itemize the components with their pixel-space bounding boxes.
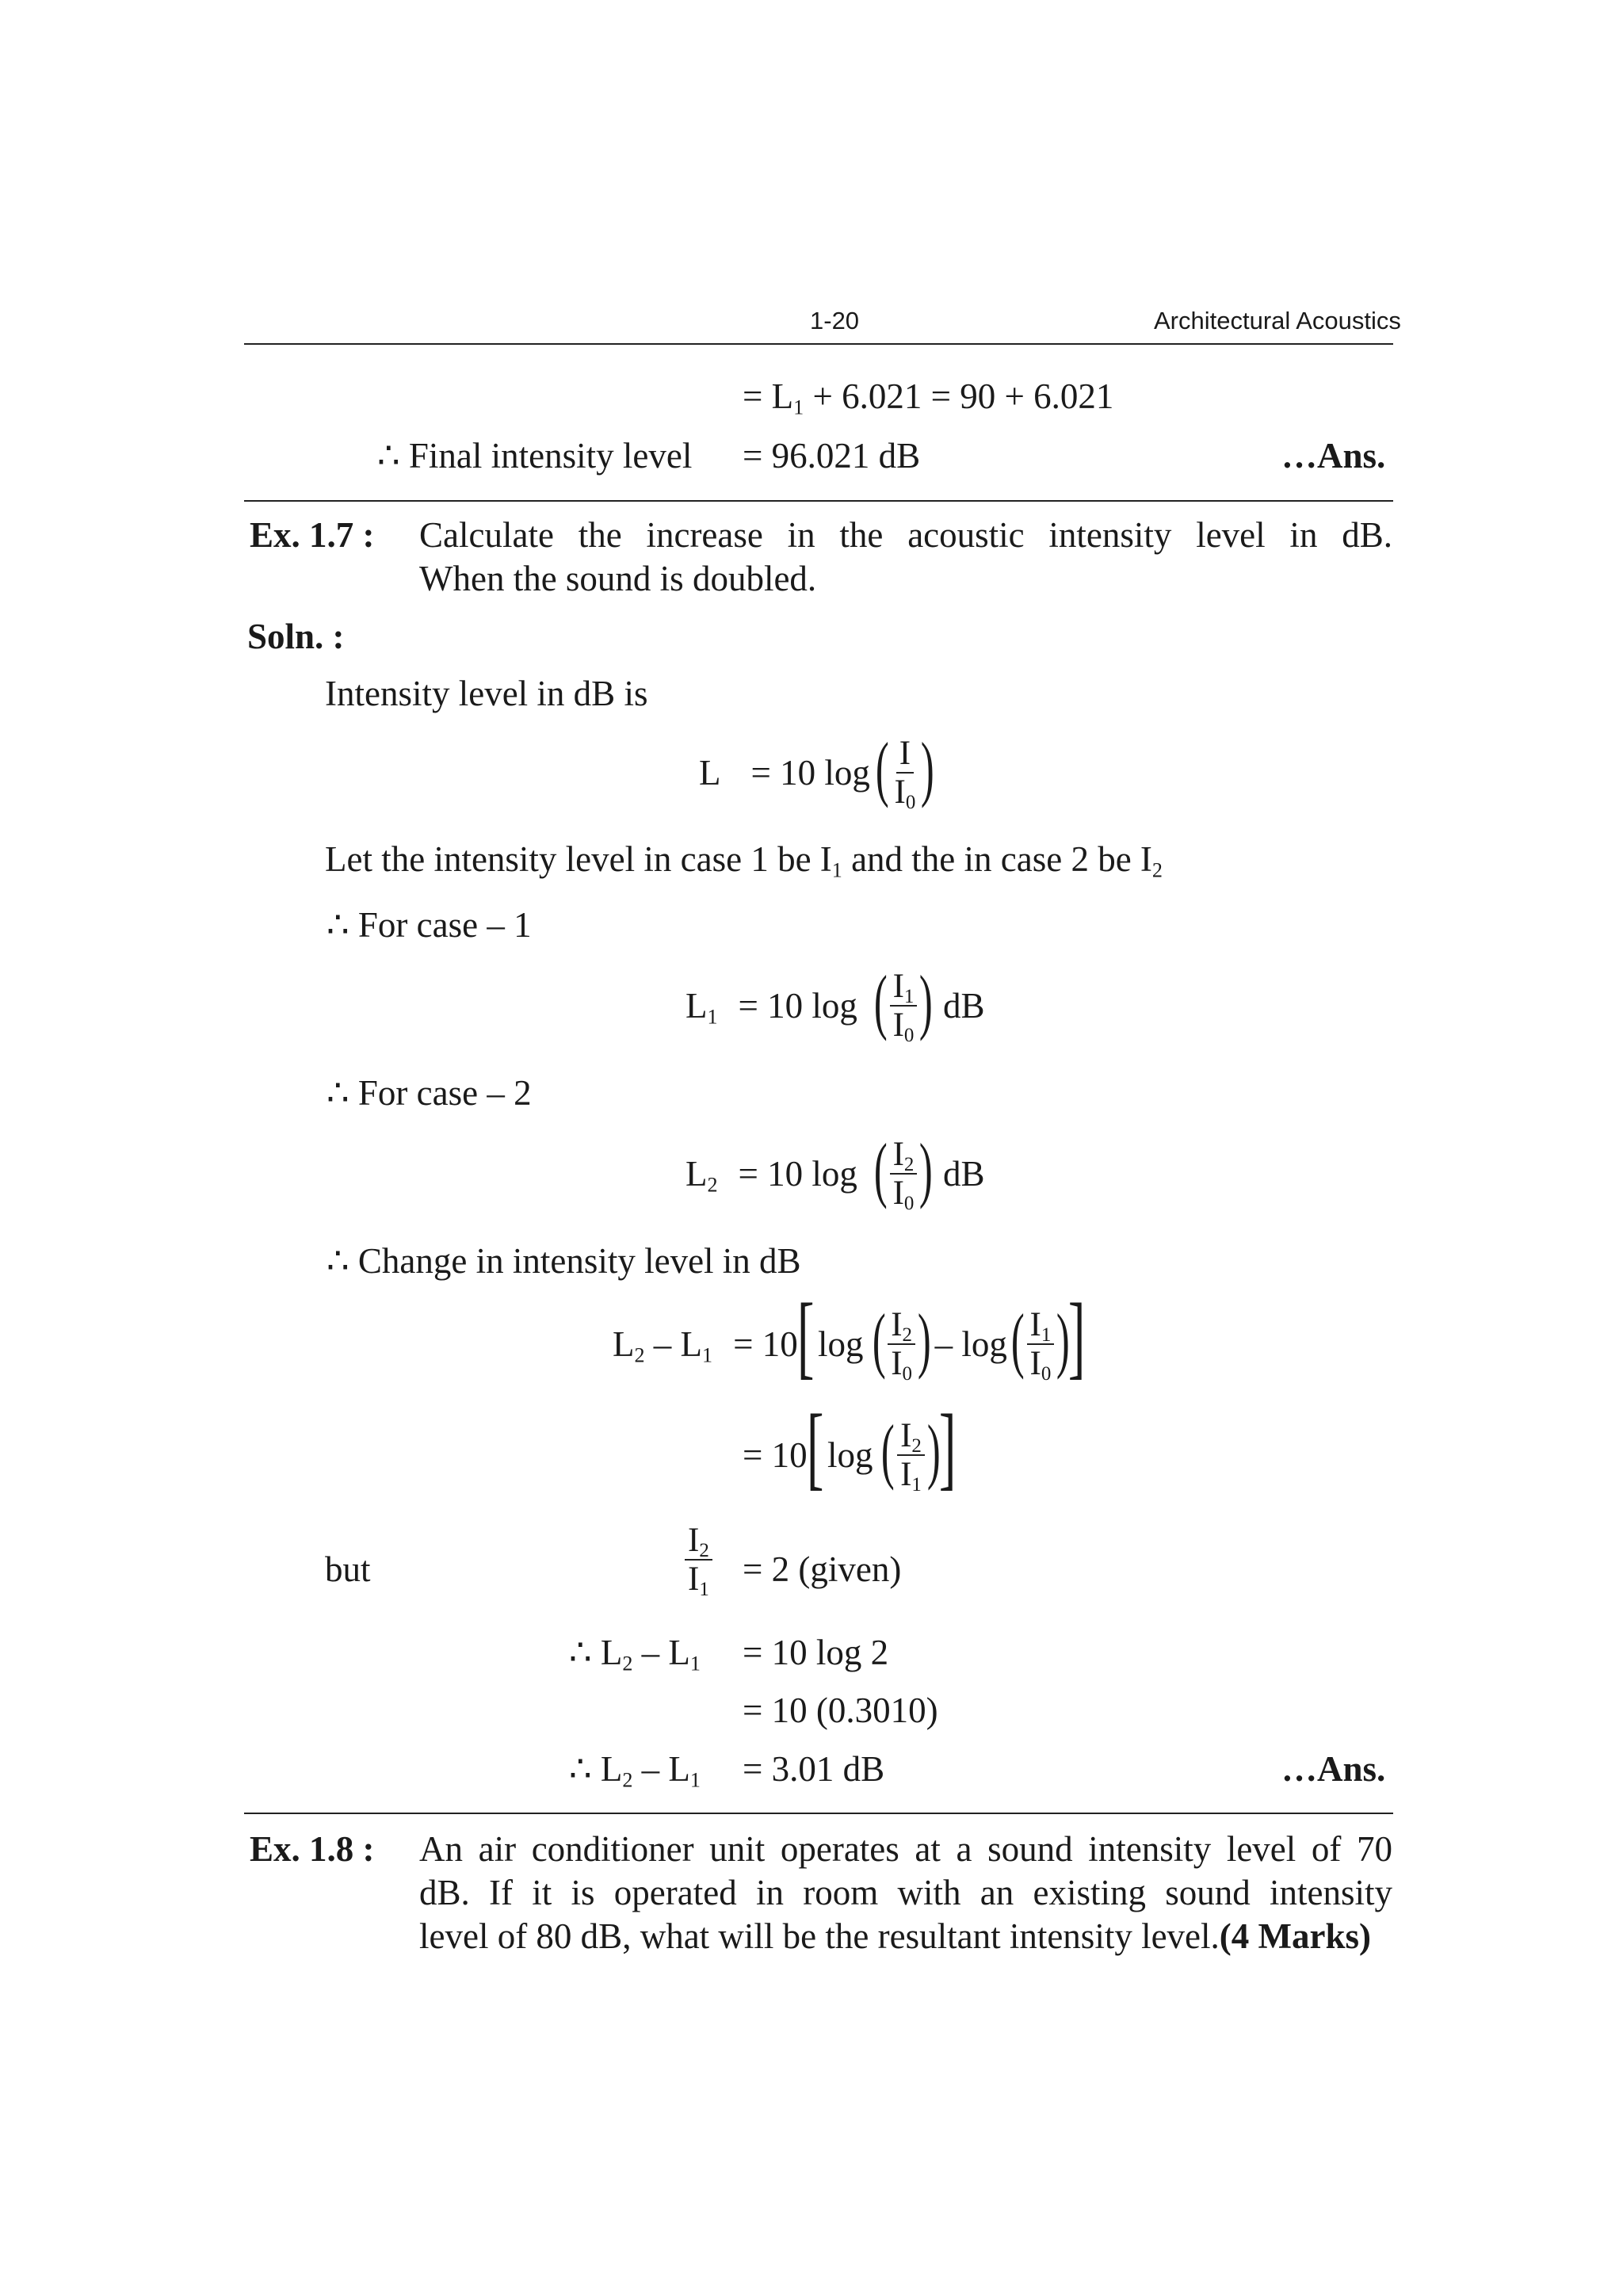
- question-line: When the sound is doubled.: [419, 559, 817, 598]
- question-line: Calculate the increase in the acoustic intensity level in dB.: [419, 515, 1392, 555]
- case1-label: ∴ For case – 1: [327, 905, 532, 945]
- result-value: = 3.01 dB: [743, 1749, 885, 1789]
- given-value: = 2 (given): [743, 1549, 902, 1589]
- marks-label: (4 Marks): [1219, 1916, 1371, 1956]
- step-lhs: ∴ $L_2 - L_1$: [569, 1633, 701, 1675]
- final-intensity-label: ∴ Final intensity level: [377, 436, 693, 476]
- header-rule: [244, 343, 1393, 345]
- formula-case2: $L_2$ = 10 log ( $\frac{I_2}{I_0}$ ) dB: [685, 1129, 985, 1214]
- formula-intensity-level: L = 10 log ( $\frac{I}{I_0}$ ): [699, 728, 935, 813]
- section-rule: [244, 500, 1393, 502]
- page-number: 1-20: [810, 307, 860, 334]
- question-line: level of 80 dB, what will be the resultant intensity level.(4 Marks): [419, 1916, 1371, 1956]
- formula-case1: $L_1$ = 10 log ( $\frac{I_1}{I_0}$ ) dB: [685, 961, 985, 1046]
- prev-equation-line: = $L_1 + 6.021 = 90 + 6.021$: [743, 376, 1114, 419]
- let-text: Let the intensity level in case 1 be $I_1$ and the in case 2 be $I_2$: [325, 839, 1163, 882]
- case2-label: ∴ For case – 2: [327, 1073, 532, 1113]
- final-intensity-value: = 96.021 dB: [743, 436, 921, 476]
- question-line: dB. If it is operated in room with an existing sound intensity: [419, 1873, 1392, 1912]
- answer-mark: …Ans.: [1281, 1749, 1386, 1789]
- example-label: Ex. 1.8 :: [250, 1829, 375, 1869]
- formula-simplified: = 10 [ log ( $\frac{I_2}{I_1}$ ) ]: [743, 1395, 956, 1499]
- question-line: An air conditioner unit operates at a sound intensity level of 70: [419, 1829, 1392, 1869]
- but-label: but: [325, 1549, 371, 1589]
- step-2: = 10 (0.3010): [743, 1690, 938, 1730]
- example-label: Ex. 1.7 :: [250, 515, 375, 555]
- step-1: = 10 log 2: [743, 1633, 889, 1672]
- intro-text: Intensity level in dB is: [325, 674, 648, 713]
- section-rule: [244, 1813, 1393, 1814]
- solution-label: Soln. :: [247, 617, 345, 656]
- result-lhs: ∴ $L_2 - L_1$: [569, 1749, 701, 1792]
- formula-difference: $L_2 - L_1$ = 10 [ log ( $\frac{I_2}{I_0}$ ) – log ( $\frac{I_1}{I_0}$ ) ]: [613, 1284, 1086, 1388]
- change-label: ∴ Change in intensity level in dB: [327, 1241, 801, 1281]
- answer-mark: …Ans.: [1281, 436, 1386, 476]
- book-title: Architectural Acoustics: [1154, 307, 1401, 334]
- ratio-fraction: $\frac{I_2}{I_1}$: [682, 1523, 716, 1596]
